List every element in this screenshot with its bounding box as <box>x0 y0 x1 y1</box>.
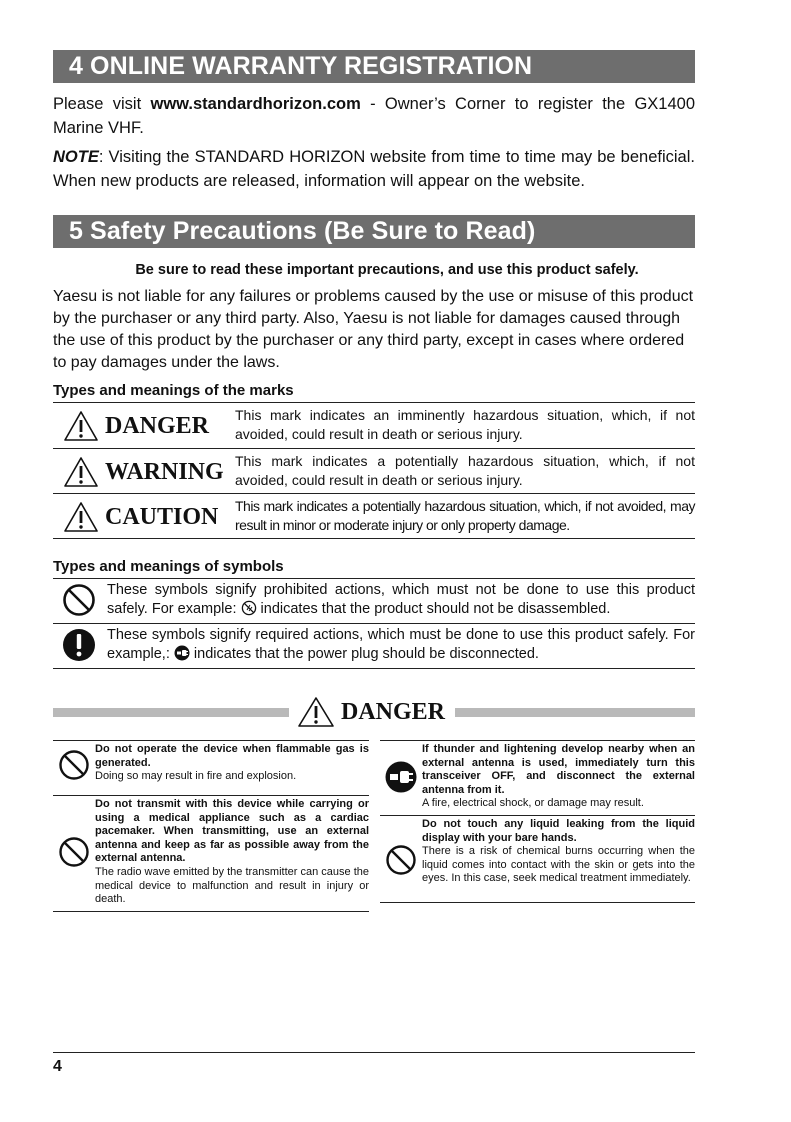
marks-heading: Types and meanings of the marks <box>53 382 294 399</box>
warning-triangle-icon <box>63 410 99 442</box>
warning-triangle-icon <box>297 696 335 728</box>
unplug-icon <box>174 645 190 661</box>
danger-banner <box>53 692 695 732</box>
unplug-icon <box>385 761 417 793</box>
mandatory-icon <box>62 628 96 662</box>
prohibited-icon <box>58 836 90 868</box>
caution-desc: This mark indicates a potentially hazardous situation, which, if not avoided, may result in minor or moderate injury or only property damage. <box>235 498 695 533</box>
divider <box>53 538 695 539</box>
danger-item-thunder: If thunder and lightening develop nearby when an external antenna is used, immediately turn this transceiver OFF, and disconnect the external antenna from it. A fire, electrical shock, or damage may result. <box>380 741 695 815</box>
mandatory-symbol-row <box>53 624 695 668</box>
prohibited-symbol-row <box>53 579 695 623</box>
liability-paragraph: Yaesu is not liable for any failures or problems caused by the use or misuse of this product by the purchaser or any third party. Also, Yaesu is not liable for damages caused through the use of this product by the purchaser or any third party, except in cases where ordered to pay damages under the laws. <box>53 288 694 371</box>
warning-triangle-icon <box>63 456 99 488</box>
warning-word: WARNING <box>105 458 224 485</box>
page-number: 4 <box>53 1058 62 1075</box>
note-label: NOTE <box>53 148 99 166</box>
footer-rule <box>53 1052 695 1053</box>
warning-triangle-icon <box>63 501 99 533</box>
warranty-visit-text: Please visit www.standardhorizon.com - Owner’s Corner to register the GX1400 Marine VHF. <box>53 95 696 137</box>
section-4-heading: 4 ONLINE WARRANTY REGISTRATION <box>53 50 695 83</box>
banner-bar-left <box>53 708 289 717</box>
banner-bar-right <box>455 708 695 717</box>
divider <box>53 911 369 912</box>
danger-banner-title: DANGER <box>341 698 446 725</box>
danger-item-medical-device: Do not transmit with this device while carrying or using a medical appliance such as a cardiac pacemaker. When transmitting, use an external antenna and keep as far as possible away from the external antenna. The radio wave emitted by the transmitter can cause the medical device to malfunction and result in injury or death. <box>53 796 369 910</box>
website-url[interactable]: www.standardhorizon.com <box>150 95 361 113</box>
prohibited-symbol-desc: These symbols signify prohibited actions, which must not be done to use this product safely. For example: indicates that the product should not be disassembled. <box>107 582 695 617</box>
caution-word: CAUTION <box>105 503 219 530</box>
divider <box>380 902 695 903</box>
no-disassembly-icon <box>241 600 257 616</box>
divider <box>53 668 695 669</box>
caution-mark-row <box>53 494 695 540</box>
prohibited-icon <box>62 583 96 617</box>
danger-mark-row <box>53 403 695 449</box>
website-note: NOTE: Visiting the STANDARD HORIZON website from time to time may be beneficial. When new products are released, information will appear on the website. <box>53 148 695 190</box>
prohibited-icon <box>385 844 417 876</box>
warning-mark-row <box>53 449 695 495</box>
safety-intro: Be sure to read these important precautions, and use this product safely. <box>135 262 639 278</box>
danger-item-flammable-gas: Do not operate the device when flammable gas is generated. Doing so may result in fire and explosion. <box>53 741 369 795</box>
section-5-heading: 5 Safety Precautions (Be Sure to Read) <box>53 215 695 248</box>
danger-word: DANGER <box>105 412 210 439</box>
prohibited-icon <box>58 749 90 781</box>
warning-desc: This mark indicates a potentially hazardous situation, which, if not avoided, could result in death or serious injury. <box>235 453 695 488</box>
danger-desc: This mark indicates an imminently hazardous situation, which, if not avoided, could result in death or serious injury. <box>235 407 695 442</box>
danger-item-liquid-display: Do not touch any liquid leaking from the liquid display with your bare hands. There is a risk of chemical burns occurring when the liquid comes into contact with the skin or gets into the eyes. In this case, seek medical treatment immediately. <box>380 816 695 902</box>
mandatory-symbol-desc: These symbols signify required actions, which must be done to use this product safely. For example,: indicates that the power plug should be disconnected. <box>107 627 695 662</box>
symbols-heading: Types and meanings of symbols <box>53 558 284 575</box>
